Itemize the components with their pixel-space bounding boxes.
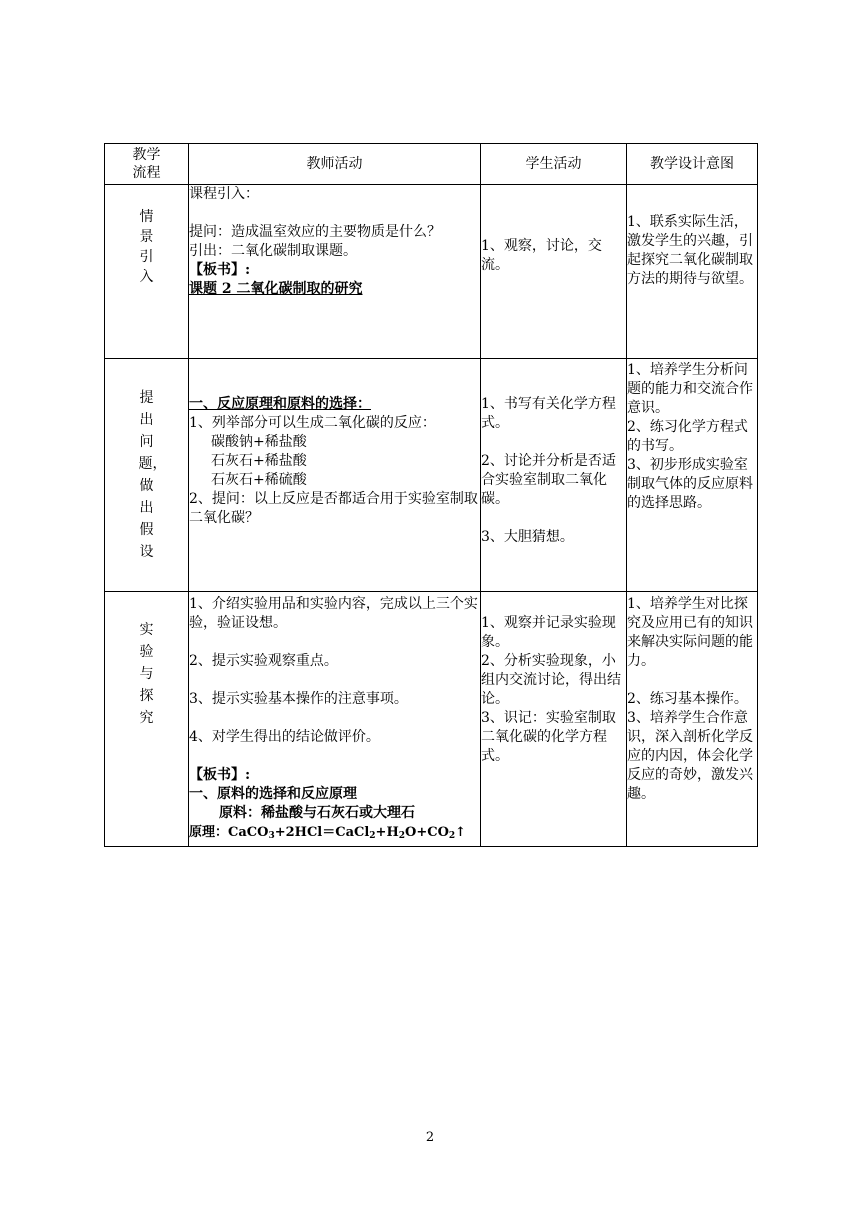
- text-line: 3、初步形成实验室制取气体的反应原料的选择思路。: [627, 457, 753, 511]
- text-line: 2、讨论并分析是否适合实验室制取二氧化碳。: [481, 453, 616, 507]
- text-line: 碳酸钠+稀盐酸: [211, 434, 307, 450]
- text-line: 课程引入：: [189, 186, 259, 202]
- text-line: 1、书写有关化学方程式。: [481, 396, 616, 431]
- board-label: 【板书】:: [189, 262, 251, 278]
- table-row: [105, 592, 758, 847]
- student-cell: [481, 592, 627, 847]
- header-intent: 教学设计意图: [627, 144, 758, 185]
- flow-label: 实验与探究: [139, 622, 154, 726]
- text-line: 1、培养学生分析问题的能力和交流合作意识。: [627, 362, 753, 416]
- intent-cell: [627, 592, 758, 847]
- text-line: 2、分析实验现象，小组内交流讨论，得出结论。: [481, 653, 621, 707]
- text-line: 1、观察，讨论，交流。: [481, 238, 602, 273]
- reaction-equation: 原理：$CaCO_3+2HCl=CaCl_2+H_2O+CO_2↑$: [189, 825, 467, 841]
- flow-label: 提出问题，做出假设: [138, 390, 167, 560]
- flow-label: 情景引入: [139, 208, 154, 285]
- header-teacher: 教师活动: [189, 144, 481, 185]
- text-line: 1、培养学生对比探究及应用已有的知识来解决实际问题的能力。: [627, 596, 753, 669]
- text-line: 3、识记：实验室制取二氧化碳的化学方程式。: [481, 710, 616, 764]
- text-line: 4、对学生得出的结论做评价。: [189, 729, 380, 745]
- student-cell: [481, 359, 627, 592]
- text-line: 原料：稀盐酸与石灰石或大理石: [219, 805, 415, 821]
- text-line: 2、提示实验观察重点。: [189, 653, 338, 669]
- student-cell: [481, 185, 627, 359]
- text-line: 1、列举部分可以生成二氧化碳的反应：: [189, 415, 436, 431]
- teacher-cell: [189, 185, 481, 359]
- text-line: 3、培养学生合作意识，深入剖析化学反应的内因，体会化学反应的奇妙，激发兴趣。: [627, 710, 753, 802]
- teacher-cell: [189, 592, 481, 847]
- lesson-title: 课题 2 二氧化碳制取的研究: [189, 281, 363, 297]
- text-line: 1、介绍实验用品和实验内容，完成以上三个实验，验证设想。: [189, 596, 478, 631]
- table-header-row: [105, 144, 758, 185]
- header-student: 学生活动: [481, 144, 627, 185]
- table-row: [105, 359, 758, 592]
- flow-cell: [105, 185, 189, 359]
- section-heading: 一、原料的选择和反应原理: [189, 786, 357, 802]
- teacher-cell: [189, 359, 481, 592]
- text-line: 2、提问：以上反应是否都适合用于实验室制取二氧化碳？: [189, 491, 478, 526]
- text-line: 2、练习化学方程式的书写。: [627, 419, 748, 454]
- text-line: 1、观察并记录实验现象。: [481, 615, 616, 650]
- text-line: 石灰石+稀盐酸: [211, 453, 307, 469]
- text-line: 1、联系实际生活，激发学生的兴趣，引起探究二氧化碳制取方法的期待与欲望。: [627, 214, 753, 287]
- header-flow: 教学流程: [105, 144, 189, 185]
- flow-cell: [105, 592, 189, 847]
- section-heading: 一、反应原理和原料的选择：: [189, 396, 371, 412]
- flow-cell: [105, 359, 189, 592]
- board-label: 【板书】:: [189, 767, 251, 783]
- text-line: 石灰石+稀硫酸: [211, 472, 307, 488]
- lesson-plan-table: [104, 143, 758, 847]
- intent-cell: [627, 359, 758, 592]
- text-line: 引出：二氧化碳制取课题。: [189, 243, 357, 259]
- text-line: 3、提示实验基本操作的注意事项。: [189, 691, 408, 707]
- text-line: 2、练习基本操作。: [627, 691, 748, 707]
- table-row: [105, 185, 758, 359]
- page-number: 2: [425, 1130, 435, 1145]
- text-line: 提问：造成温室效应的主要物质是什么？: [189, 224, 441, 240]
- intent-cell: [627, 185, 758, 359]
- text-line: 3、大胆猜想。: [481, 529, 574, 545]
